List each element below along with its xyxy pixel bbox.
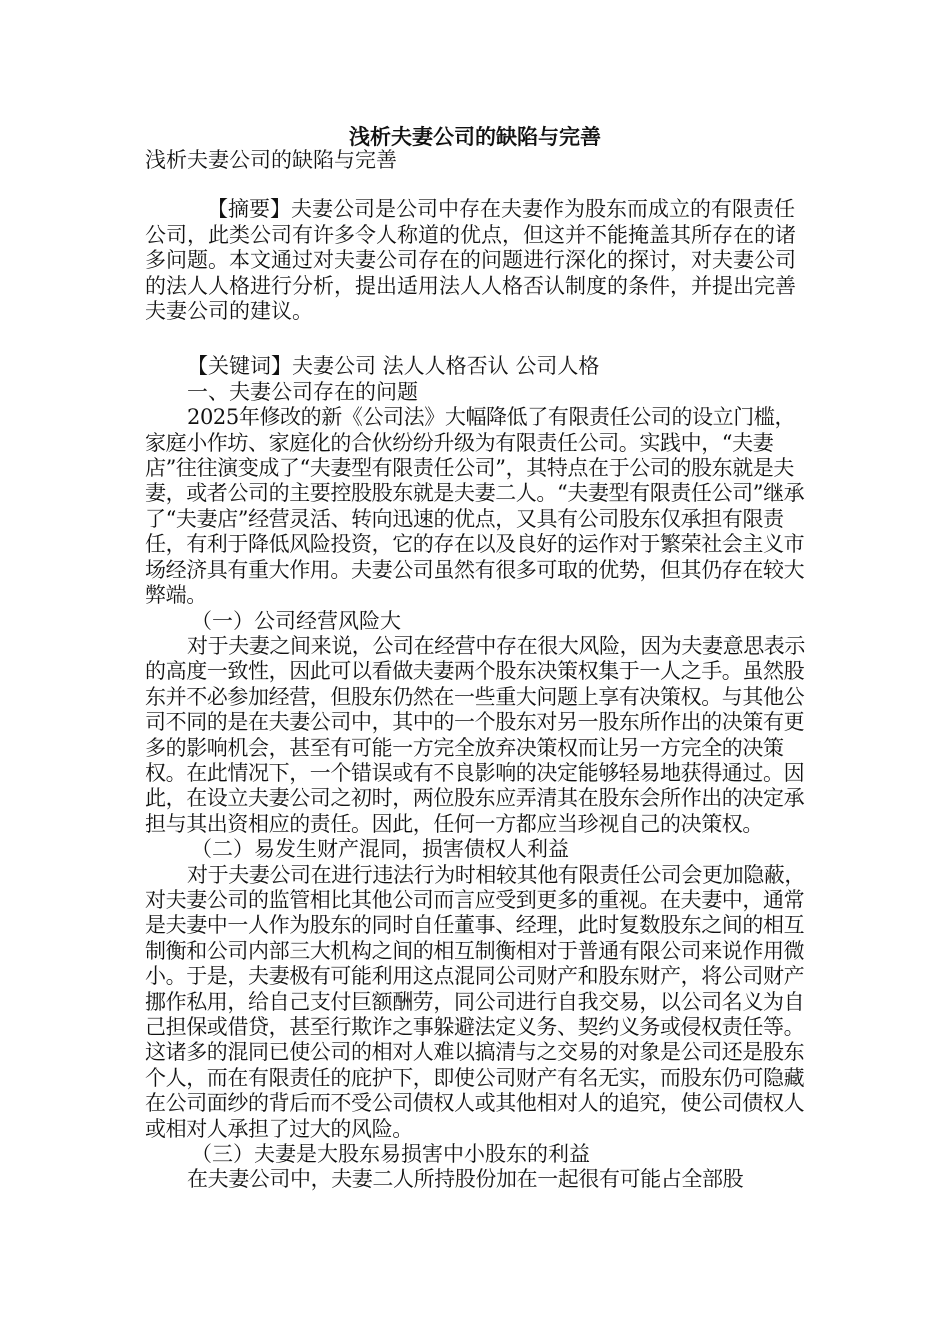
spacer (145, 173, 807, 197)
spacer (145, 324, 807, 354)
subsection-heading: （二）易发生财产混同，损害债权人利益 (191, 837, 569, 862)
subsection-heading: （一）公司经营风险大 (191, 608, 401, 633)
document-title: 浅析夫妻公司的缺陷与完善 (349, 124, 601, 149)
body-paragraph: 在夫妻公司中，夫妻二人所持股份加在一起很有可能占全部股 (187, 1167, 744, 1192)
document-body (145, 148, 807, 1193)
body-paragraph: 对于夫妻公司在进行违法行为时相较其他有限责任公司会更加隐蔽，对夫妻公司的监管相比其他公司而言应受到更多的重视。在夫妻中，通常是夫妻中一人作为股东的同时自任董事、经理，此时复数股东之间的相互制衡和公司内部三大机构之间的相互制衡相对于普通有限公司来说作用微小。于是，夫妻极有可能利用这点混同公司财产和股东财产，将公司财产挪作私用，给自己支付巨额酬劳，同公司进行自我交易，以公司名义为自己担保或借贷，甚至行欺诈之事躲避法定义务、契约义务或侵权责任等。这诸多的混同已使公司的相对人难以搞清与之交易的对象是公司还是股东个人，而在有限责任的庇护下，即使公司财产有名无实，而股东仍可隐藏在公司面纱的背后而不受公司债权人或其他相对人的追究，使公司债权人或相对人承担了过大的风险。 (145, 862, 805, 1141)
keywords-line: 【关键词】夫妻公司 法人人格否认 公司人格 (187, 354, 600, 379)
abstract-paragraph: 【摘要】夫妻公司是公司中存在夫妻作为股东而成立的有限责任公司，此类公司有许多令人称道的优点，但这并不能掩盖其所存在的诸多问题。本文通过对夫妻公司存在的问题进行深化的探讨，对夫妻公司的法人人格进行分析，提出适用法人人格否认制度的条件，并提出完善夫妻公司的建议。 (145, 197, 796, 324)
subsection-heading: （三）夫妻是大股东易损害中小股东的利益 (191, 1142, 590, 1167)
body-paragraph: 2025年修改的新《公司法》大幅降低了有限责任公司的设立门槛，家庭小作坊、家庭化的合伙纷纷升级为有限责任公司。实践中，“夫妻店”往往演变成了“夫妻型有限责任公司”，其特点在于公司的股东就是夫妻，或者公司的主要控股股东就是夫妻二人。“夫妻型有限责任公司”继承了“夫妻店”经营灵活、转向迅速的优点，又具有公司股东仅承担有限责任，有利于降低风险投资，它的存在以及良好的运作对于繁荣社会主义市场经济具有重大作用。夫妻公司虽然有很多可取的优势，但其仍存在较大弊端。 (145, 405, 805, 608)
body-paragraph: 对于夫妻之间来说，公司在经营中存在很大风险，因为夫妻意思表示的高度一致性，因此可以看做夫妻两个股东决策权集于一人之手。虽然股东并不必参加经营，但股东仍然在一些重大问题上享有决策权。与其他公司不同的是在夫妻公司中，其中的一个股东对另一股东所作出的决策有更多的影响机会，甚至有可能一方完全放弃决策权而让另一方完全的决策权。在此情况下，一个错误或有不良影响的决定能够轻易地获得通过。因此，在设立夫妻公司之初时，两位股东应弄清其在股东会所作出的决定承担与其出资相应的责任。因此，任何一方都应当珍视自己的决策权。 (145, 633, 805, 836)
document-subtitle: 浅析夫妻公司的缺陷与完善 (145, 148, 397, 172)
section-heading: 一、夫妻公司存在的问题 (187, 379, 418, 404)
